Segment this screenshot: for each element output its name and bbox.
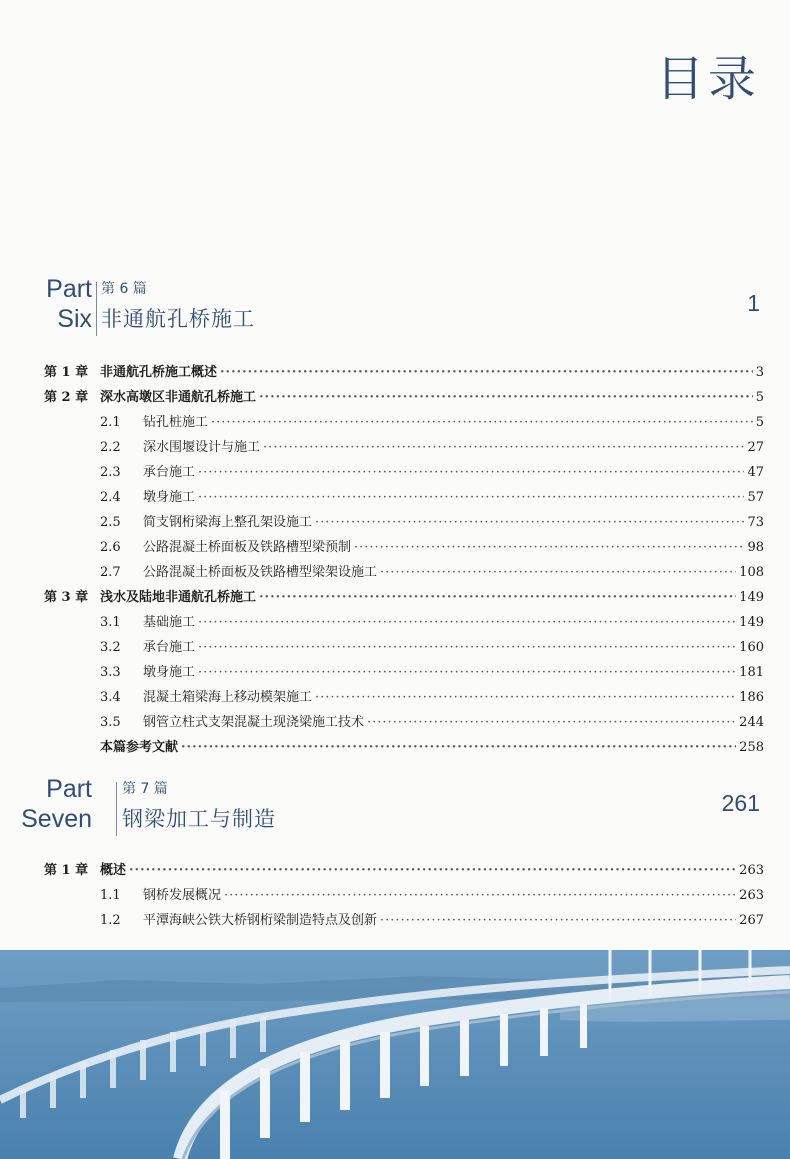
part-number-word: Seven [21, 805, 92, 833]
section-title: 承台施工 [143, 465, 196, 480]
part-label: 第 7 篇 [122, 781, 168, 797]
toc-section-row [44, 435, 764, 460]
toc-part-seven [44, 858, 764, 933]
toc-chapter-row [44, 858, 764, 883]
page-number: 98 [747, 540, 764, 555]
section-title: 公路混凝土桥面板及铁路槽型梁架设施工 [143, 565, 378, 580]
part-word: Part [46, 275, 92, 303]
page-number: 267 [739, 913, 764, 928]
page-number: 73 [747, 515, 764, 530]
chapter-number: 第 3 章 [44, 590, 89, 605]
section-title: 简支钢桁梁海上整孔架设施工 [143, 515, 313, 530]
page-title: 目录 [655, 51, 760, 107]
part-page: 261 [721, 790, 760, 816]
section-number: 2.7 [100, 565, 121, 580]
leader-dots [354, 535, 744, 560]
chapter-title: 本篇参考文献 [100, 740, 179, 755]
page-number: 186 [739, 690, 764, 705]
section-number: 2.3 [100, 465, 121, 480]
leader-dots [181, 735, 736, 760]
page-number: 244 [739, 715, 764, 730]
page-number: 108 [739, 565, 764, 580]
leader-dots [315, 510, 744, 535]
toc-section-row [44, 510, 764, 535]
toc-section-row [44, 685, 764, 710]
part-divider [116, 782, 117, 836]
leader-dots [224, 883, 736, 908]
page-number: 47 [747, 465, 764, 480]
toc-section-row [44, 883, 764, 908]
chapter-number: 第 1 章 [44, 365, 89, 380]
chapter-title: 概述 [100, 863, 127, 878]
section-number: 2.2 [100, 440, 121, 455]
section-title: 钻孔桩施工 [143, 415, 209, 430]
toc-section-row [44, 535, 764, 560]
leader-dots [211, 410, 753, 435]
chapter-title: 深水高墩区非通航孔桥施工 [100, 390, 257, 405]
section-title: 基础施工 [143, 615, 196, 630]
section-title: 混凝土箱梁海上移动模架施工 [143, 690, 313, 705]
section-number: 3.2 [100, 640, 121, 655]
page-number: 57 [747, 490, 764, 505]
section-number: 2.6 [100, 540, 121, 555]
leader-dots [198, 610, 736, 635]
section-number: 3.1 [100, 615, 121, 630]
leader-dots [367, 710, 736, 735]
chapter-title: 非通航孔桥施工概述 [100, 365, 218, 380]
section-number: 3.5 [100, 715, 121, 730]
toc-section-row [44, 660, 764, 685]
toc-section-row [44, 460, 764, 485]
leader-dots [259, 585, 736, 610]
page-number: 258 [739, 740, 764, 755]
toc-section-row [44, 485, 764, 510]
toc-section-row [44, 410, 764, 435]
leader-dots [198, 635, 736, 660]
section-number: 3.4 [100, 690, 121, 705]
section-title: 墩身施工 [143, 490, 196, 505]
chapter-number: 第 1 章 [44, 863, 89, 878]
leader-dots [380, 560, 736, 585]
section-title: 钢管立柱式支架混凝土现浇梁施工技术 [143, 715, 365, 730]
toc-chapter-row [44, 585, 764, 610]
leader-dots [198, 660, 736, 685]
section-number: 2.1 [100, 415, 121, 430]
page-number: 5 [755, 390, 764, 405]
section-number: 3.3 [100, 665, 121, 680]
leader-dots [263, 435, 744, 460]
toc-section-row [44, 710, 764, 735]
leader-dots [259, 385, 753, 410]
chapter-title: 浅水及陆地非通航孔桥施工 [100, 590, 257, 605]
leader-dots [380, 908, 736, 933]
toc-chapter-row [44, 385, 764, 410]
page-number: 263 [739, 888, 764, 903]
leader-dots [129, 858, 736, 883]
part-number-word: Six [57, 305, 92, 333]
toc-section-row [44, 635, 764, 660]
page-number: 5 [755, 415, 764, 430]
page-number: 27 [747, 440, 764, 455]
page-number: 160 [739, 640, 764, 655]
section-number: 1.2 [100, 913, 121, 928]
part-title: 非通航孔桥施工 [101, 307, 255, 331]
toc-section-row [44, 908, 764, 933]
page-number: 3 [755, 365, 764, 380]
section-title: 承台施工 [143, 640, 196, 655]
bridge-photo [0, 950, 790, 1159]
section-number: 2.5 [100, 515, 121, 530]
toc-chapter-row [44, 735, 764, 760]
page-number: 149 [739, 590, 764, 605]
page-number: 181 [739, 665, 764, 680]
page-number: 263 [739, 863, 764, 878]
toc-chapter-row [44, 360, 764, 385]
part-divider [96, 282, 97, 336]
leader-dots [198, 485, 744, 510]
leader-dots [220, 360, 753, 385]
section-title: 平潭海峡公铁大桥钢桁梁制造特点及创新 [143, 913, 378, 928]
part-six-header [0, 276, 790, 346]
toc-section-row [44, 610, 764, 635]
bridge-illustration [0, 950, 790, 1159]
leader-dots [315, 685, 736, 710]
section-number: 2.4 [100, 490, 121, 505]
section-number: 1.1 [100, 888, 121, 903]
page-number: 149 [739, 615, 764, 630]
section-title: 墩身施工 [143, 665, 196, 680]
toc-section-row [44, 560, 764, 585]
section-title: 钢桥发展概况 [143, 888, 222, 903]
part-page: 1 [747, 290, 760, 316]
part-title: 钢梁加工与制造 [122, 807, 276, 831]
leader-dots [198, 460, 744, 485]
part-seven-header [0, 776, 790, 846]
chapter-number: 第 2 章 [44, 390, 89, 405]
toc-part-six [44, 360, 764, 760]
section-title: 公路混凝土桥面板及铁路槽型梁预制 [143, 540, 352, 555]
part-label: 第 6 篇 [101, 281, 147, 297]
part-word: Part [46, 775, 92, 803]
section-title: 深水围堰设计与施工 [143, 440, 261, 455]
